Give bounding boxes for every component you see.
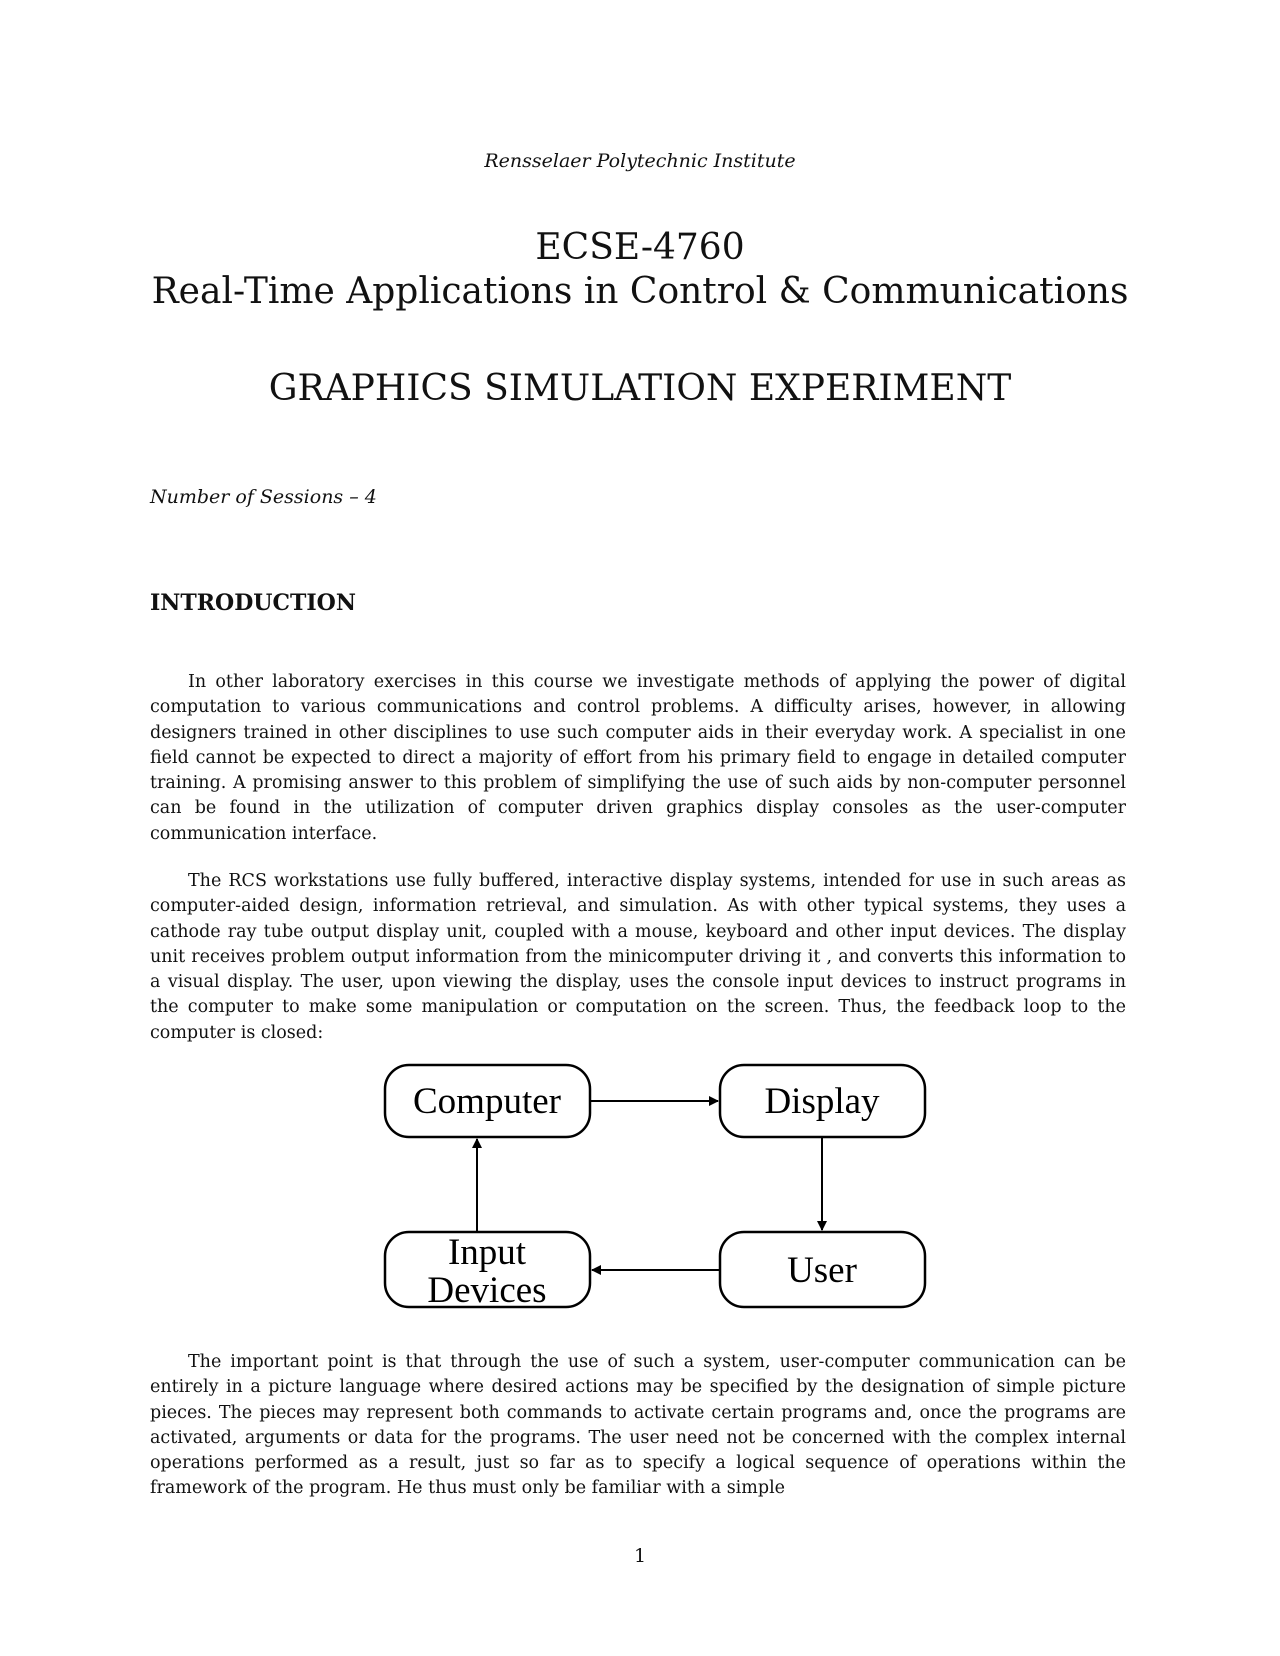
feedback-loop-diagram [380,1060,940,1320]
node-label-display: Display [764,1081,880,1122]
node-label-devices: Devices [427,1270,547,1311]
experiment-title: GRAPHICS SIMULATION EXPERIMENT [268,368,1012,409]
number-of-sessions: Number of Sessions – 4 [150,486,377,508]
page-number: 1 [633,1545,647,1567]
diagram-node-user [720,1232,925,1307]
diagram-node-display [720,1065,925,1137]
diagram-node-input-devices [385,1232,590,1311]
node-label-user: User [787,1250,857,1291]
paragraph: In other laboratory exercises in this course we investigate methods of applying the power of digital computation to various communications and control problems. A difficulty arises, however, in allowing designers trained in other disciplines to use such computer aids in their everyday work. A specialist in one field cannot be expected to direct a majority of effort from his primary field to engage in detailed computer training. A promising answer to this problem of simplifying the use of such aids by non-computer personnel can be found in the utilization of computer driven graphics display consoles as the user-computer communication interface. [150,672,1126,844]
institute-name: Rensselaer Polytechnic Institute [484,150,796,172]
node-label-computer: Computer [413,1081,561,1122]
course-title: Real-Time Applications in Control & Communications [151,271,1129,312]
paragraph: The RCS workstations use fully buffered, interactive display systems, intended for use in such areas as computer-aided design, information retrieval, and simulation. As with other typical systems, they uses a cathode ray tube output display unit, coupled with a mouse, keyboard and other input devices. The display unit receives problem output information from the minicomputer driving it , and converts this information to a visual display. The user, upon viewing the display, uses the console input devices to instruct programs in the computer to make some manipulation or computation on the screen. Thus, the feedback loop to the computer is closed: [150,871,1126,1043]
paragraph: The important point is that through the use of such a system, user-computer communication can be entirely in a picture language where desired actions may be specified by the designation of simple picture pieces. The pieces may represent both commands to activate certain programs and, once the programs are activated, arguments or data for the programs. The user need not be concerned with the complex internal operations performed as a result, just so far as to specify a logical sequence of operations within the framework of the program. He thus must only be familiar with a simple [150,1352,1126,1499]
node-label-input: Input [447,1232,527,1273]
section-heading-introduction: INTRODUCTION [150,590,356,616]
diagram-node-computer [385,1065,590,1137]
course-code: ECSE-4760 [535,227,745,268]
